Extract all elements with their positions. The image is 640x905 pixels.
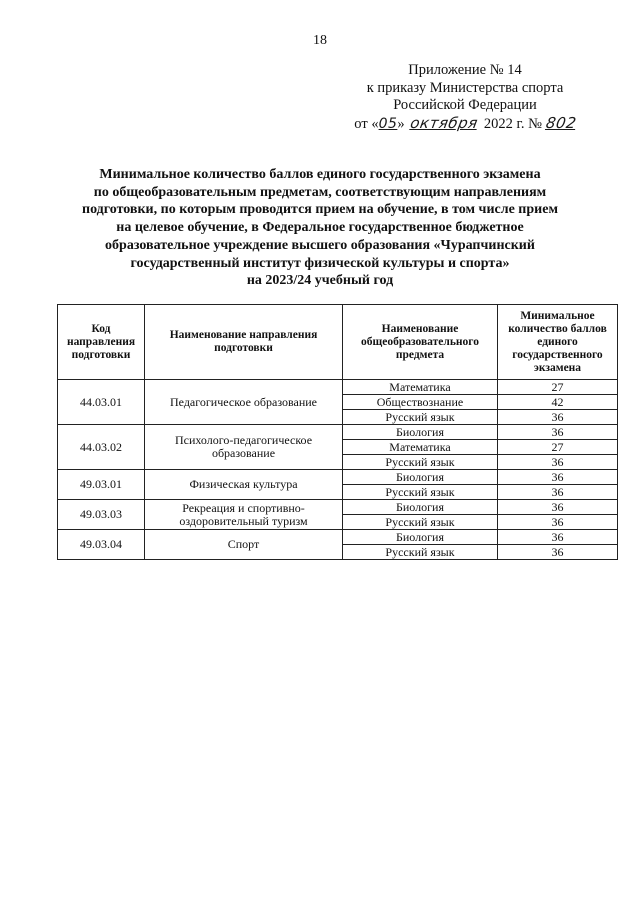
handwritten-order-number: 802 bbox=[544, 113, 578, 132]
title-line: по общеобразовательным предметам, соответствующим направлениям bbox=[93, 184, 547, 200]
appendix-line-1: Приложение № 14 bbox=[408, 62, 522, 78]
cell-subject: Биология bbox=[343, 530, 498, 545]
cell-score: 36 bbox=[498, 530, 618, 545]
header-subject: Наименование общеобразовательного предмета bbox=[343, 305, 498, 380]
cell-code: 44.03.01 bbox=[58, 380, 145, 425]
appendix-date-line bbox=[330, 115, 600, 134]
cell-direction: Физическая культура bbox=[145, 470, 343, 500]
table-row bbox=[58, 425, 618, 440]
title-line: на 2023/24 учебный год bbox=[246, 273, 394, 289]
cell-score: 36 bbox=[498, 500, 618, 515]
header-score: Минимальное количество баллов единого государственного экзамена bbox=[498, 305, 618, 380]
cell-subject: Русский язык bbox=[343, 485, 498, 500]
table-row bbox=[58, 530, 618, 545]
header-direction: Наименование направления подготовки bbox=[145, 305, 343, 380]
cell-subject: Математика bbox=[343, 380, 498, 395]
appendix-line-3: Российской Федерации bbox=[393, 97, 537, 113]
cell-score: 36 bbox=[498, 470, 618, 485]
title-line: государственный институт физической культуры и спорта» bbox=[130, 255, 510, 271]
table-row bbox=[58, 500, 618, 515]
table-row bbox=[58, 380, 618, 395]
date-mid: » bbox=[397, 115, 405, 132]
appendix-header bbox=[330, 62, 600, 133]
title-line: образовательное учреждение высшего образования «Чурапчинский bbox=[105, 237, 535, 253]
table-row bbox=[58, 470, 618, 485]
cell-code: 49.03.04 bbox=[58, 530, 145, 560]
cell-direction: Спорт bbox=[145, 530, 343, 560]
cell-subject: Обществознание bbox=[343, 395, 498, 410]
cell-score: 27 bbox=[498, 440, 618, 455]
cell-subject: Биология bbox=[343, 425, 498, 440]
table-header-row bbox=[58, 305, 618, 380]
page-number: 18 bbox=[313, 33, 327, 48]
cell-score: 27 bbox=[498, 380, 618, 395]
exam-scores-table bbox=[57, 304, 618, 560]
cell-direction: Психолого-педагогическое образование bbox=[145, 425, 343, 470]
cell-score: 36 bbox=[498, 425, 618, 440]
date-prefix: от « bbox=[354, 115, 379, 132]
date-year: 2022 г. № bbox=[483, 115, 542, 132]
document-title bbox=[60, 166, 580, 290]
title-line: на целевое обучение, в Федеральное государственное бюджетное bbox=[116, 220, 524, 236]
cell-subject: Русский язык bbox=[343, 410, 498, 425]
cell-subject: Биология bbox=[343, 500, 498, 515]
cell-score: 36 bbox=[498, 515, 618, 530]
cell-score: 42 bbox=[498, 395, 618, 410]
handwritten-day: 05 bbox=[378, 115, 398, 132]
cell-subject: Русский язык bbox=[343, 515, 498, 530]
cell-direction: Педагогическое образование bbox=[145, 380, 343, 425]
cell-score: 36 bbox=[498, 485, 618, 500]
cell-score: 36 bbox=[498, 545, 618, 560]
cell-subject: Русский язык bbox=[343, 545, 498, 560]
cell-subject: Биология bbox=[343, 470, 498, 485]
cell-score: 36 bbox=[498, 455, 618, 470]
appendix-line-2: к приказу Министерства спорта bbox=[366, 79, 564, 96]
cell-direction: Рекреация и спортивно-оздоровительный туризм bbox=[145, 500, 343, 530]
cell-code: 44.03.02 bbox=[58, 425, 145, 470]
title-line: подготовки, по которым проводится прием на обучение, в том числе прием bbox=[82, 202, 558, 218]
header-code: Код направления подготовки bbox=[58, 305, 145, 380]
title-line: Минимальное количество баллов единого государственного экзамена bbox=[99, 167, 541, 182]
cell-code: 49.03.01 bbox=[58, 470, 145, 500]
cell-subject: Математика bbox=[343, 440, 498, 455]
cell-code: 49.03.03 bbox=[58, 500, 145, 530]
cell-score: 36 bbox=[498, 410, 618, 425]
handwritten-month: октября bbox=[409, 113, 480, 132]
cell-subject: Русский язык bbox=[343, 455, 498, 470]
